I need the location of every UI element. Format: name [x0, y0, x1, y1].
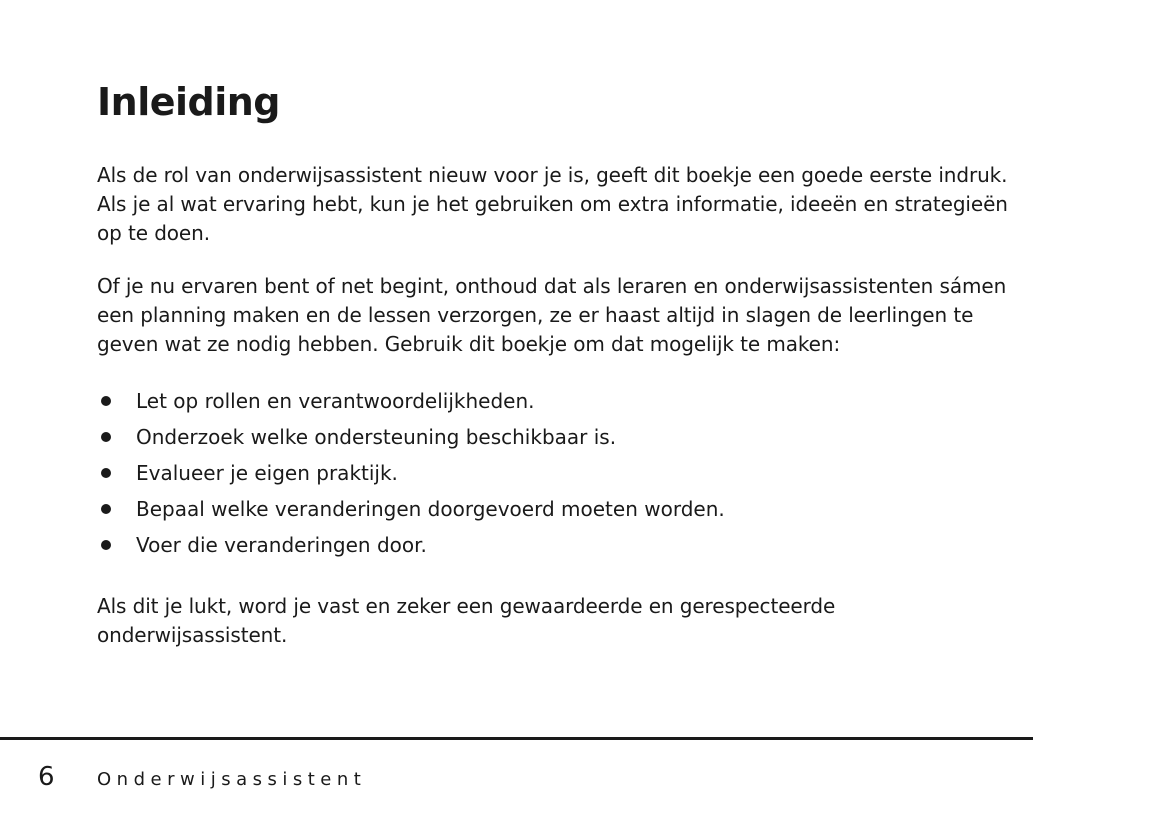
footer-divider [0, 737, 1033, 740]
list-item [97, 491, 1027, 527]
list-item-text: Voer die veranderingen door. [136, 533, 427, 557]
list-item-text: Onderzoek welke ondersteuning beschikbaar is. [136, 425, 617, 449]
list-item [97, 383, 1027, 419]
list-item [97, 527, 1027, 563]
bullet-icon [101, 432, 111, 442]
bullet-icon [101, 396, 111, 406]
bullet-list [97, 383, 1027, 563]
running-title: Onderwijsassistent [97, 769, 367, 790]
closing-paragraph: Als dit je lukt, word je vast en zeker een gewaardeerde en gerespecteerde onderwijsassistent. [97, 594, 836, 647]
list-item-text: Let op rollen en verantwoordelijkheden. [136, 389, 535, 413]
bullet-icon [101, 504, 111, 514]
list-item [97, 419, 1027, 455]
second-paragraph: Of je nu ervaren bent of net begint, onthoud dat als leraren en onderwijsassistenten sámen een planning maken en de lessen verzorgen, ze er haast altijd in slagen de leerlingen te geven wat ze nodig hebben. Gebruik dit boekje om dat mogelijk te maken: [97, 274, 1007, 356]
page-number: 6 [38, 762, 55, 792]
bullet-icon [101, 540, 111, 550]
list-item-text: Bepaal welke veranderingen doorgevoerd moeten worden. [136, 497, 725, 521]
page-content [97, 78, 1027, 674]
intro-paragraph: Als de rol van onderwijsassistent nieuw voor je is, geeft dit boekje een goede eerste indruk. Als je al wat ervaring hebt, kun je het gebruiken om extra informatie, ideeën en strategieën op te doen. [97, 163, 1008, 245]
list-item [97, 455, 1027, 491]
page-title: Inleiding [97, 80, 280, 124]
bullet-icon [101, 468, 111, 478]
list-item-text: Evalueer je eigen praktijk. [136, 461, 398, 485]
